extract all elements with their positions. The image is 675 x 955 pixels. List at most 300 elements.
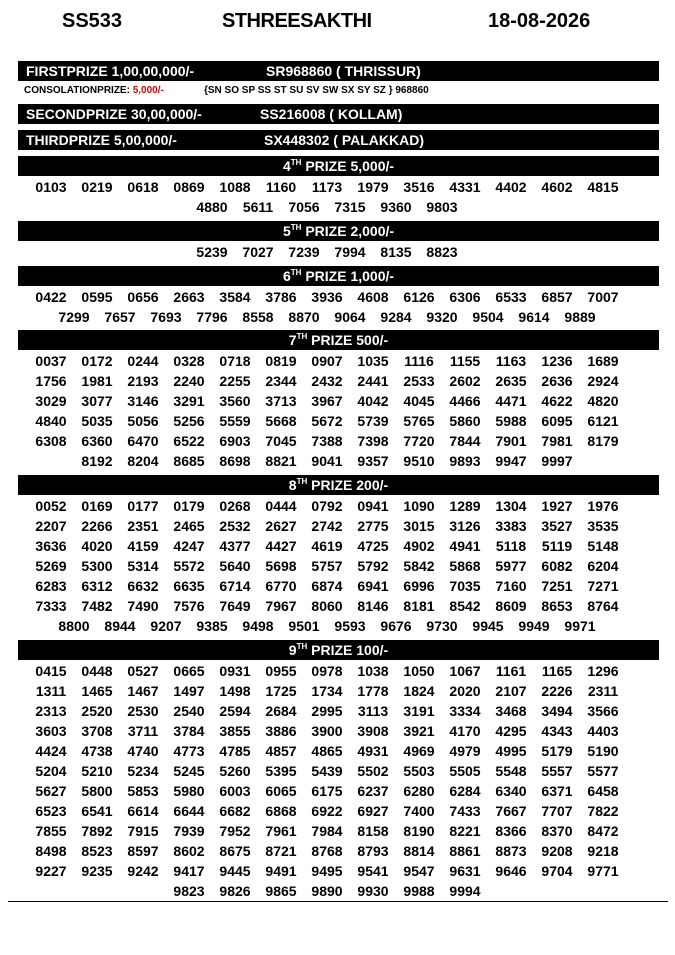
ticket-number: 7844: [449, 433, 481, 449]
ticket-number: 0444: [265, 498, 297, 514]
ticket-number: 9227: [35, 863, 67, 879]
ticket-number: 3921: [403, 723, 435, 739]
p9-number-row: [18, 782, 659, 802]
ticket-number: 6458: [587, 783, 619, 799]
ticket-number: 2924: [587, 373, 619, 389]
ticket-number: 5190: [587, 743, 619, 759]
p6-prize-bar: [18, 266, 659, 286]
ticket-number: 9676: [380, 618, 412, 634]
ticket-number: 9988: [403, 883, 435, 899]
ticket-number: 4902: [403, 538, 435, 554]
ticket-number: 1289: [449, 498, 481, 514]
ticket-number: 7490: [127, 598, 159, 614]
ticket-number: 1979: [357, 179, 389, 195]
ticket-number: 9945: [472, 618, 504, 634]
ticket-number: 7007: [587, 289, 619, 305]
ticket-number: 7333: [35, 598, 67, 614]
ticket-number: 6523: [35, 803, 67, 819]
third-prize-label: THIRDPRIZE 5,00,000/-: [26, 132, 177, 148]
prize-ordinal: 4: [282, 158, 291, 174]
ticket-number: 4402: [495, 179, 527, 195]
consolation-prize-line: [24, 85, 429, 96]
ticket-number: 6204: [587, 558, 619, 574]
p9-number-row: [18, 722, 659, 742]
prize-ordinal: 7: [288, 332, 297, 348]
p9-number-row: [18, 702, 659, 722]
draw-code: SS533: [62, 10, 123, 32]
ticket-number: 3494: [541, 703, 573, 719]
ticket-number: 8060: [311, 598, 343, 614]
ticket-number: 5056: [127, 413, 159, 429]
p8-number-row: [18, 517, 659, 537]
ticket-number: 6874: [311, 578, 343, 594]
ticket-number: 3967: [311, 393, 343, 409]
lottery-name: STHREESAKTHI: [222, 10, 372, 32]
ticket-number: 6121: [587, 413, 619, 429]
ticket-number: 9357: [357, 453, 389, 469]
p7-number-row: [18, 352, 659, 372]
ticket-number: 8764: [587, 598, 619, 614]
ticket-number: 9826: [219, 883, 251, 899]
ticket-number: 9064: [334, 309, 366, 325]
ticket-number: 3146: [127, 393, 159, 409]
ticket-number: 6541: [81, 803, 113, 819]
ticket-number: 7667: [495, 803, 527, 819]
ticket-number: 7433: [449, 803, 481, 819]
prize-ordinal: 6: [282, 268, 291, 284]
ticket-number: 8721: [265, 843, 297, 859]
p9-number-row: [18, 842, 659, 862]
ticket-number: 2432: [311, 373, 343, 389]
ticket-number: 9041: [311, 453, 343, 469]
ticket-number: 7822: [587, 803, 619, 819]
ticket-number: 9997: [541, 453, 573, 469]
ticket-number: 3900: [311, 723, 343, 739]
second-prize-bar: [18, 104, 659, 124]
ticket-number: 6682: [219, 803, 251, 819]
ticket-number: 5765: [403, 413, 435, 429]
ticket-number: 8135: [380, 244, 412, 260]
ticket-number: 0819: [265, 353, 297, 369]
ticket-number: 3855: [219, 723, 251, 739]
ticket-number: 3334: [449, 703, 481, 719]
consolation-label: CONSOLATIONPRIZE:: [24, 85, 130, 96]
ticket-number: 0219: [81, 179, 113, 195]
ticket-number: 1161: [495, 663, 527, 679]
ticket-number: 4045: [403, 393, 435, 409]
ticket-number: 6533: [495, 289, 527, 305]
ticket-number: 6312: [81, 578, 113, 594]
p7-number-row: [18, 432, 659, 452]
ticket-number: 5800: [81, 783, 113, 799]
ticket-number: 3126: [449, 518, 481, 534]
p7-number-row: [18, 452, 659, 472]
ticket-number: 2313: [35, 703, 67, 719]
ticket-number: 2311: [587, 683, 619, 699]
ticket-number: 4865: [311, 743, 343, 759]
p9-number-row: [18, 802, 659, 822]
p7-number-row: [18, 372, 659, 392]
prize-ordinal-suffix: TH: [290, 158, 302, 167]
second-prize-label: SECONDPRIZE 30,00,000/-: [26, 106, 202, 122]
ticket-number: 5234: [127, 763, 159, 779]
ticket-number: 6280: [403, 783, 435, 799]
ticket-number: 3468: [495, 703, 527, 719]
ticket-number: 4740: [127, 743, 159, 759]
ticket-number: 2351: [127, 518, 159, 534]
ticket-number: 0177: [127, 498, 159, 514]
prize-amount: PRIZE 500/-: [307, 332, 389, 348]
ticket-number: 9889: [564, 309, 596, 325]
p5-number-row: [18, 243, 659, 263]
ticket-number: 7915: [127, 823, 159, 839]
ticket-number: 6903: [219, 433, 251, 449]
ticket-number: 6237: [357, 783, 389, 799]
ticket-number: 1236: [541, 353, 573, 369]
ticket-number: 4857: [265, 743, 297, 759]
ticket-number: 4331: [449, 179, 481, 195]
ticket-number: 2684: [265, 703, 297, 719]
p4-number-row: [18, 198, 659, 218]
ticket-number: 8181: [403, 598, 435, 614]
ticket-number: 1778: [357, 683, 389, 699]
ticket-number: 5988: [495, 413, 527, 429]
ticket-number: 9235: [81, 863, 113, 879]
p8-number-row: [18, 537, 659, 557]
p6-number-row: [18, 308, 659, 328]
ticket-number: 8821: [265, 453, 297, 469]
ticket-number: 9930: [357, 883, 389, 899]
ticket-number: 0941: [357, 498, 389, 514]
ticket-number: 4995: [495, 743, 527, 759]
ticket-number: 6175: [311, 783, 343, 799]
ticket-number: 6927: [357, 803, 389, 819]
ticket-number: 5210: [81, 763, 113, 779]
ticket-number: 8609: [495, 598, 527, 614]
ticket-number: 7045: [265, 433, 297, 449]
ticket-number: 3113: [357, 703, 389, 719]
ticket-number: 4427: [265, 538, 297, 554]
ticket-number: 1824: [403, 683, 435, 699]
ticket-number: 2627: [265, 518, 297, 534]
ticket-number: 0955: [265, 663, 297, 679]
ticket-number: 1296: [587, 663, 619, 679]
ticket-number: 8823: [426, 244, 458, 260]
ticket-number: 1927: [541, 498, 573, 514]
ticket-number: 9823: [173, 883, 205, 899]
ticket-number: 6941: [357, 578, 389, 594]
ticket-number: 7892: [81, 823, 113, 839]
ticket-number: 7707: [541, 803, 573, 819]
p8-number-row: [18, 597, 659, 617]
prize-ordinal: 8: [288, 477, 297, 493]
ticket-number: 2995: [311, 703, 343, 719]
p6-number-row: [18, 288, 659, 308]
ticket-number: 4619: [311, 538, 343, 554]
ticket-number: 2107: [495, 683, 527, 699]
ticket-number: 3784: [173, 723, 205, 739]
ticket-number: 1497: [173, 683, 205, 699]
ticket-number: 2602: [449, 373, 481, 389]
ticket-number: 8192: [81, 453, 113, 469]
prize-amount: PRIZE 100/-: [307, 642, 389, 658]
ticket-number: 5842: [403, 558, 435, 574]
ticket-number: 7994: [334, 244, 366, 260]
ticket-number: 9593: [334, 618, 366, 634]
ticket-number: 0037: [35, 353, 67, 369]
ticket-number: 2193: [127, 373, 159, 389]
ticket-number: 4159: [127, 538, 159, 554]
ticket-number: 6857: [541, 289, 573, 305]
ticket-number: 2540: [173, 703, 205, 719]
ticket-number: 5503: [403, 763, 435, 779]
p8-prize-bar: [18, 475, 659, 495]
ticket-number: 5395: [265, 763, 297, 779]
ticket-number: 5179: [541, 743, 573, 759]
ticket-number: 7160: [495, 578, 527, 594]
ticket-number: 9510: [403, 453, 435, 469]
ticket-number: 1689: [587, 353, 619, 369]
ticket-number: 5739: [357, 413, 389, 429]
ticket-number: 1173: [311, 179, 343, 195]
p9-number-row: [18, 742, 659, 762]
ticket-number: 4602: [541, 179, 573, 195]
ticket-number: 9498: [242, 618, 274, 634]
ticket-number: 9631: [449, 863, 481, 879]
ticket-number: 4247: [173, 538, 205, 554]
ticket-number: 9704: [541, 863, 573, 879]
ticket-number: 8542: [449, 598, 481, 614]
ticket-number: 0415: [35, 663, 67, 679]
ticket-number: 9865: [265, 883, 297, 899]
ticket-number: 1116: [404, 353, 434, 369]
second-prize-winner: SS216008 ( KOLLAM): [260, 106, 403, 122]
ticket-number: 4466: [449, 393, 481, 409]
ticket-number: 8366: [495, 823, 527, 839]
ticket-number: 1498: [219, 683, 251, 699]
ticket-number: 4403: [587, 723, 619, 739]
ticket-number: 6371: [541, 783, 573, 799]
ticket-number: 8800: [58, 618, 90, 634]
ticket-number: 0103: [35, 179, 67, 195]
ticket-number: 1165: [541, 663, 573, 679]
ticket-number: 0169: [81, 498, 113, 514]
ticket-number: 7576: [173, 598, 205, 614]
draw-date: 18-08-2026: [488, 10, 591, 32]
p5-prize-title: [283, 221, 394, 241]
ticket-number: 5256: [173, 413, 205, 429]
ticket-number: 0328: [173, 353, 205, 369]
ticket-number: 7796: [196, 309, 228, 325]
ticket-number: 5672: [311, 413, 343, 429]
ticket-number: 7939: [173, 823, 205, 839]
ticket-number: 1725: [265, 683, 297, 699]
ticket-number: 5035: [81, 413, 113, 429]
ticket-number: 4880: [196, 199, 228, 215]
ticket-number: 3191: [403, 703, 435, 719]
prize-ordinal: 9: [288, 642, 297, 658]
prize-ordinal: 5: [282, 223, 291, 239]
ticket-number: 1160: [265, 179, 297, 195]
prize-ordinal-suffix: TH: [290, 223, 302, 232]
ticket-number: 1756: [35, 373, 67, 389]
ticket-number: 5853: [127, 783, 159, 799]
ticket-number: 6470: [127, 433, 159, 449]
ticket-number: 7056: [288, 199, 320, 215]
ticket-number: 9947: [495, 453, 527, 469]
ticket-number: 3383: [495, 518, 527, 534]
ticket-number: 7388: [311, 433, 343, 449]
ticket-number: 4622: [541, 393, 573, 409]
ticket-number: 5314: [127, 558, 159, 574]
ticket-number: 1467: [127, 683, 159, 699]
ticket-number: 9207: [150, 618, 182, 634]
ticket-number: 0656: [127, 289, 159, 305]
consolation-amount: 5,000/-: [132, 85, 164, 96]
p9-number-row: [18, 882, 659, 902]
ticket-number: 8190: [403, 823, 435, 839]
ticket-number: 0172: [81, 353, 113, 369]
prize-amount: PRIZE 200/-: [307, 477, 389, 493]
ticket-number: 5559: [219, 413, 251, 429]
ticket-number: 1311: [35, 683, 67, 699]
prize-ordinal-suffix: TH: [290, 268, 302, 277]
ticket-number: 5868: [449, 558, 481, 574]
ticket-number: 7271: [587, 578, 619, 594]
ticket-number: 6065: [265, 783, 297, 799]
ticket-number: 9803: [426, 199, 458, 215]
ticket-number: 0268: [219, 498, 251, 514]
ticket-number: 3015: [403, 518, 435, 534]
ticket-number: 8873: [495, 843, 527, 859]
ticket-number: 8179: [587, 433, 619, 449]
ticket-number: 7239: [288, 244, 320, 260]
ticket-number: 8944: [104, 618, 136, 634]
ticket-number: 5548: [495, 763, 527, 779]
ticket-number: 5118: [495, 538, 527, 554]
ticket-number: 5627: [35, 783, 67, 799]
ticket-number: 9208: [541, 843, 573, 859]
ticket-number: 5792: [357, 558, 389, 574]
ticket-number: 2240: [173, 373, 205, 389]
ticket-number: 9242: [127, 863, 159, 879]
ticket-number: 9893: [449, 453, 481, 469]
ticket-number: 2636: [541, 373, 573, 389]
ticket-number: 8602: [173, 843, 205, 859]
p8-number-row: [18, 497, 659, 517]
ticket-number: 6095: [541, 413, 573, 429]
ticket-number: 7035: [449, 578, 481, 594]
p6-prize-title: [283, 266, 394, 286]
ticket-number: 0869: [173, 179, 205, 195]
ticket-number: 5239: [196, 244, 228, 260]
ticket-number: 9994: [449, 883, 481, 899]
ticket-number: 4377: [219, 538, 251, 554]
ticket-number: 6082: [541, 558, 573, 574]
ticket-number: 8768: [311, 843, 343, 859]
ticket-number: 5577: [587, 763, 619, 779]
ticket-number: 3291: [173, 393, 205, 409]
p9-number-row: [18, 862, 659, 882]
ticket-number: 1035: [357, 353, 389, 369]
ticket-number: 3786: [265, 289, 297, 305]
ticket-number: 5640: [219, 558, 251, 574]
ticket-number: 4969: [403, 743, 435, 759]
p9-prize-title: [289, 640, 388, 660]
ticket-number: 5668: [265, 413, 297, 429]
ticket-number: 9495: [311, 863, 343, 879]
ticket-number: 8221: [449, 823, 481, 839]
ticket-number: 9501: [288, 618, 320, 634]
p9-number-row: [18, 762, 659, 782]
ticket-number: 8523: [81, 843, 113, 859]
ticket-number: 0978: [311, 663, 343, 679]
ticket-number: 6922: [311, 803, 343, 819]
ticket-number: 1090: [403, 498, 435, 514]
ticket-number: 2266: [81, 518, 113, 534]
ticket-number: 8814: [403, 843, 435, 859]
ticket-number: 4815: [587, 179, 619, 195]
ticket-number: 2533: [403, 373, 435, 389]
ticket-number: 5557: [541, 763, 573, 779]
ticket-number: 8158: [357, 823, 389, 839]
ticket-number: 3077: [81, 393, 113, 409]
ticket-number: 5980: [173, 783, 205, 799]
ticket-number: 5269: [35, 558, 67, 574]
prize-ordinal-suffix: TH: [296, 477, 308, 486]
ticket-number: 6868: [265, 803, 297, 819]
ticket-number: 5977: [495, 558, 527, 574]
ticket-number: 8653: [541, 598, 573, 614]
ticket-number: 1155: [449, 353, 481, 369]
ticket-number: 3636: [35, 538, 67, 554]
ticket-number: 5148: [587, 538, 619, 554]
ticket-number: 9949: [518, 618, 550, 634]
ticket-number: 5505: [449, 763, 481, 779]
ticket-number: 7961: [265, 823, 297, 839]
ticket-number: 4471: [495, 393, 527, 409]
ticket-number: 7720: [403, 433, 435, 449]
ticket-number: 5860: [449, 413, 481, 429]
ticket-number: 2465: [173, 518, 205, 534]
prize-ordinal-suffix: TH: [296, 332, 308, 341]
ticket-number: 6770: [265, 578, 297, 594]
ticket-number: 2255: [219, 373, 251, 389]
ticket-number: 6632: [127, 578, 159, 594]
ticket-number: 4343: [541, 723, 573, 739]
ticket-number: 1981: [81, 373, 113, 389]
ticket-number: 2594: [219, 703, 251, 719]
ticket-number: 5204: [35, 763, 67, 779]
ticket-number: 0422: [35, 289, 67, 305]
ticket-number: 7984: [311, 823, 343, 839]
ticket-number: 8472: [587, 823, 619, 839]
ticket-number: 9504: [472, 309, 504, 325]
ticket-number: 2635: [495, 373, 527, 389]
ticket-number: 3584: [219, 289, 251, 305]
ticket-number: 8698: [219, 453, 251, 469]
ticket-number: 9730: [426, 618, 458, 634]
ticket-number: 0931: [219, 663, 251, 679]
ticket-number: 4979: [449, 743, 481, 759]
ticket-number: 2207: [35, 518, 67, 534]
ticket-number: 0244: [127, 353, 159, 369]
ticket-number: 3708: [81, 723, 113, 739]
ticket-number: 4170: [449, 723, 481, 739]
ticket-number: 2020: [449, 683, 481, 699]
ticket-number: 1163: [495, 353, 527, 369]
ticket-number: 6360: [81, 433, 113, 449]
